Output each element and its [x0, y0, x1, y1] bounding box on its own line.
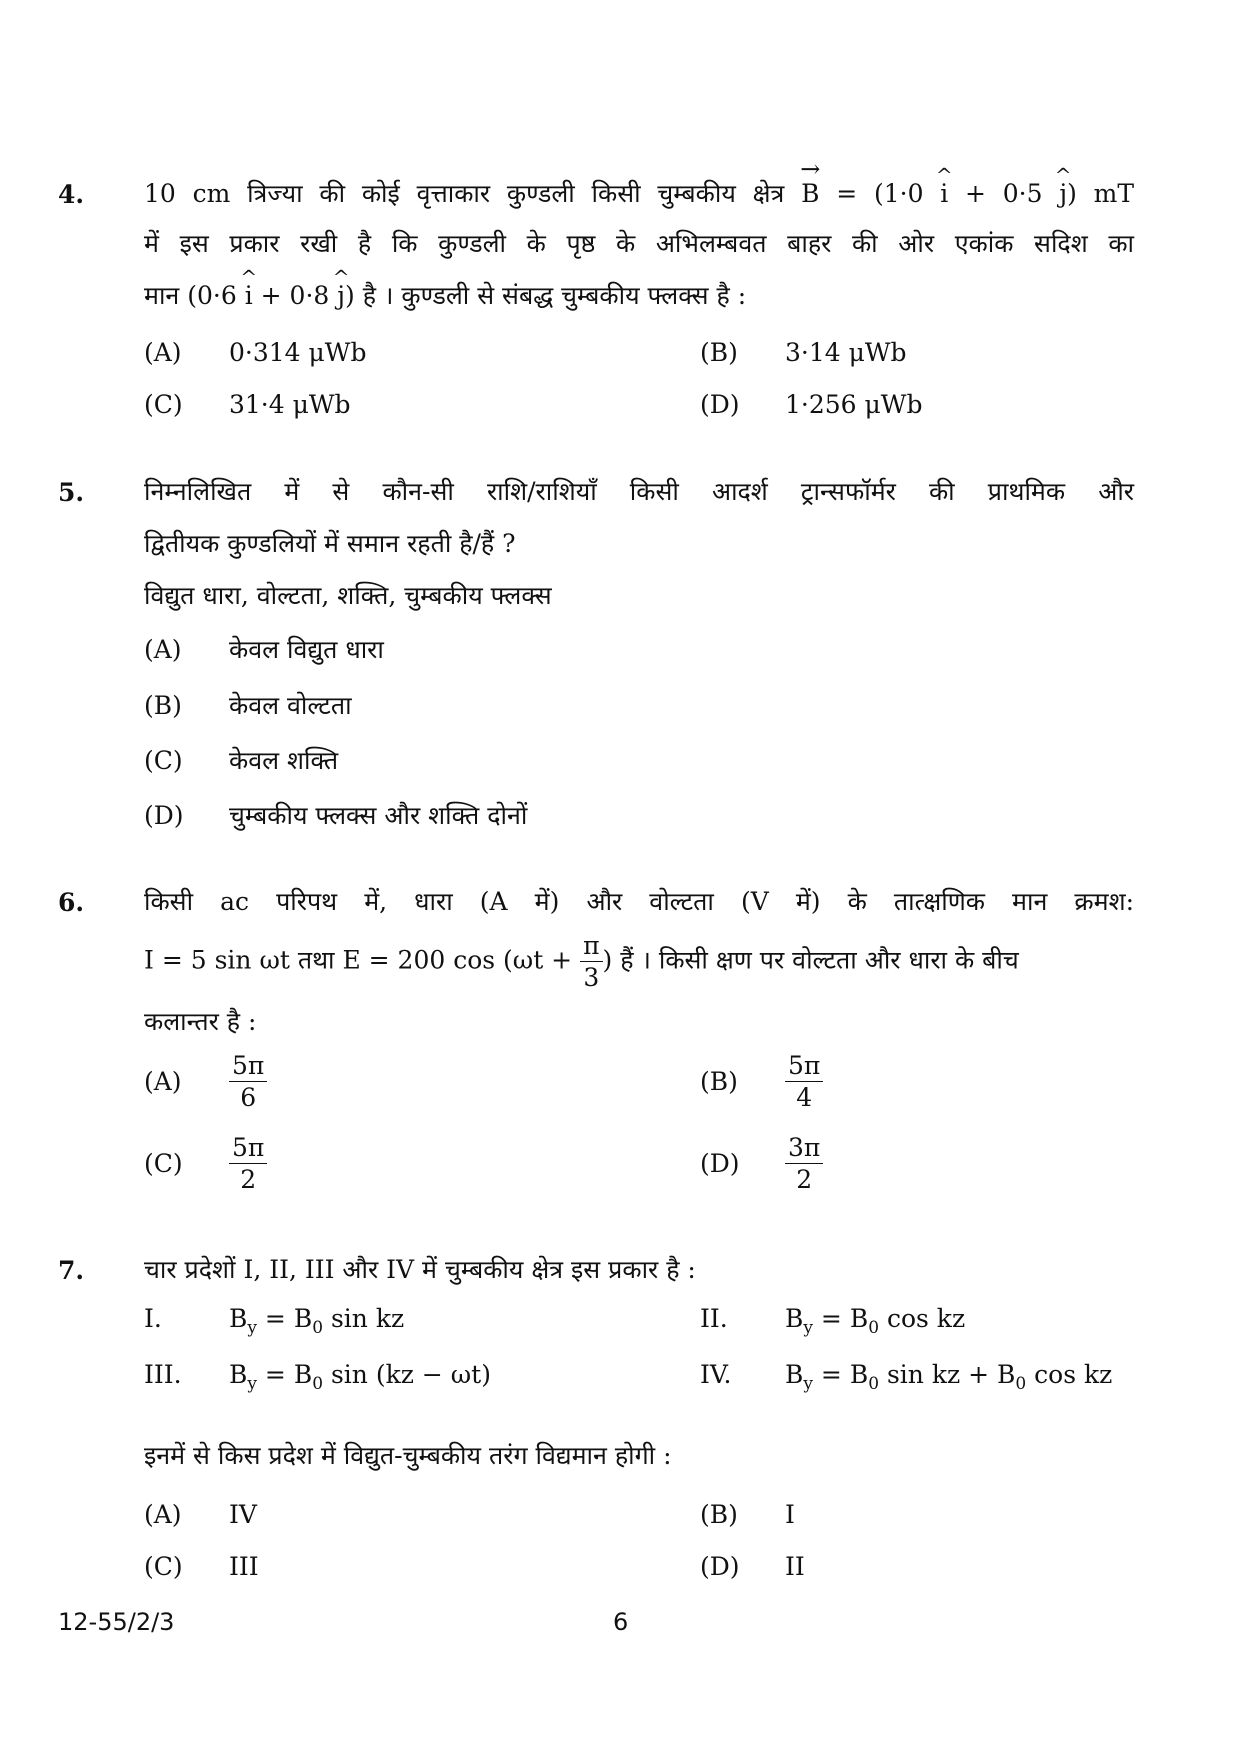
- option-a[interactable]: (A) IV: [144, 1500, 257, 1529]
- option-c[interactable]: (C) 31·4 μWb: [144, 390, 351, 419]
- question-number: 7.: [58, 1256, 85, 1285]
- fraction: $\frac{5\pi}{6}$: [229, 1050, 267, 1114]
- region-ii: II. $B_y = B_0$ cos kz: [700, 1304, 966, 1338]
- page-number: 6: [613, 1608, 629, 1636]
- option-b[interactable]: (B) 3·14 μWb: [700, 338, 907, 367]
- question-text-line: मान (0·6 ^ i + 0·8 ^ j) है । कुण्डली से संबद्ध चुम्बकीय फ्लक्स है :: [144, 278, 746, 312]
- question-text-line: कलान्तर है :: [144, 1007, 257, 1036]
- option-a[interactable]: (A) 0·314 μWb: [144, 338, 367, 367]
- region-iii: III. $B_y = B_0$ sin (kz − ωt): [144, 1360, 491, 1394]
- vector-b: → B: [801, 179, 819, 208]
- question-number: 4.: [58, 180, 85, 209]
- option-c[interactable]: (C) केवल शक्ति: [144, 746, 339, 775]
- option-c[interactable]: (C) $\frac{5\pi}{2}$: [144, 1132, 267, 1196]
- question-text-line: चार प्रदेशों I, II, III और IV में चुम्बकीय क्षेत्र इस प्रकार है :: [144, 1255, 696, 1284]
- option-d[interactable]: (D) II: [700, 1552, 805, 1581]
- fraction: $\frac{5\pi}{2}$: [229, 1132, 267, 1196]
- question-text-line: निम्नलिखित में से कौन-सी राशि/राशियाँ किसी आदर्श ट्रान्सफॉर्मर की प्राथमिक और: [144, 477, 1134, 506]
- question-number: 6.: [58, 888, 85, 917]
- option-d[interactable]: (D) $\frac{3\pi}{2}$: [700, 1132, 823, 1196]
- option-a[interactable]: (A) $\frac{5\pi}{6}$: [144, 1050, 267, 1114]
- question-text-line: में इस प्रकार रखी है कि कुण्डली के पृष्ठ के अभिलम्बवत बाहर की ओर एकांक सदिश का: [144, 229, 1134, 258]
- option-b[interactable]: (B) $\frac{5\pi}{4}$: [700, 1050, 823, 1114]
- option-d[interactable]: (D) 1·256 μWb: [700, 390, 923, 419]
- question-text-line: किसी ac परिपथ में, धारा (A में) और वोल्टता (V में) के तात्क्षणिक मान क्रमश:: [144, 887, 1134, 916]
- option-b[interactable]: (B) केवल वोल्टता: [144, 691, 352, 720]
- fraction: $\frac{\pi}{3}$: [580, 930, 602, 994]
- question-text-line: द्वितीयक कुण्डलियों में समान रहती है/हैं ?: [144, 529, 516, 558]
- option-d[interactable]: (D) चुम्बकीय फ्लक्स और शक्ति दोनों: [144, 801, 528, 830]
- option-a[interactable]: (A) केवल विद्युत धारा: [144, 635, 384, 664]
- question-text-line: इनमें से किस प्रदेश में विद्युत-चुम्बकीय तरंग विद्यमान होगी :: [144, 1441, 672, 1470]
- paper-code: 12-55/2/3: [58, 1608, 175, 1636]
- fraction: $\frac{5\pi}{4}$: [785, 1050, 823, 1114]
- region-iv: IV. $B_y = B_0$ sin kz + $B_0$ cos kz: [700, 1360, 1113, 1394]
- question-text-line: I = 5 sin ωt तथा E = 200 cos (ωt + $\frac{\pi}{3}$ ) हैं । किसी क्षण पर वोल्टता और धारा के बीच: [144, 931, 1019, 993]
- question-text-line: 10 cm त्रिज्या की कोई वृत्ताकार कुण्डली किसी चुम्बकीय क्षेत्र → B = (1·0 ^ i + 0·5 ^ j) mT: [144, 176, 1134, 210]
- region-i: I. $B_y = B_0$ sin kz: [144, 1304, 405, 1338]
- option-c[interactable]: (C) III: [144, 1552, 259, 1581]
- fraction: $\frac{3\pi}{2}$: [785, 1132, 823, 1196]
- question-number: 5.: [58, 478, 85, 507]
- option-b[interactable]: (B) I: [700, 1500, 795, 1529]
- question-text-line: विद्युत धारा, वोल्टता, शक्ति, चुम्बकीय फ्लक्स: [144, 581, 552, 610]
